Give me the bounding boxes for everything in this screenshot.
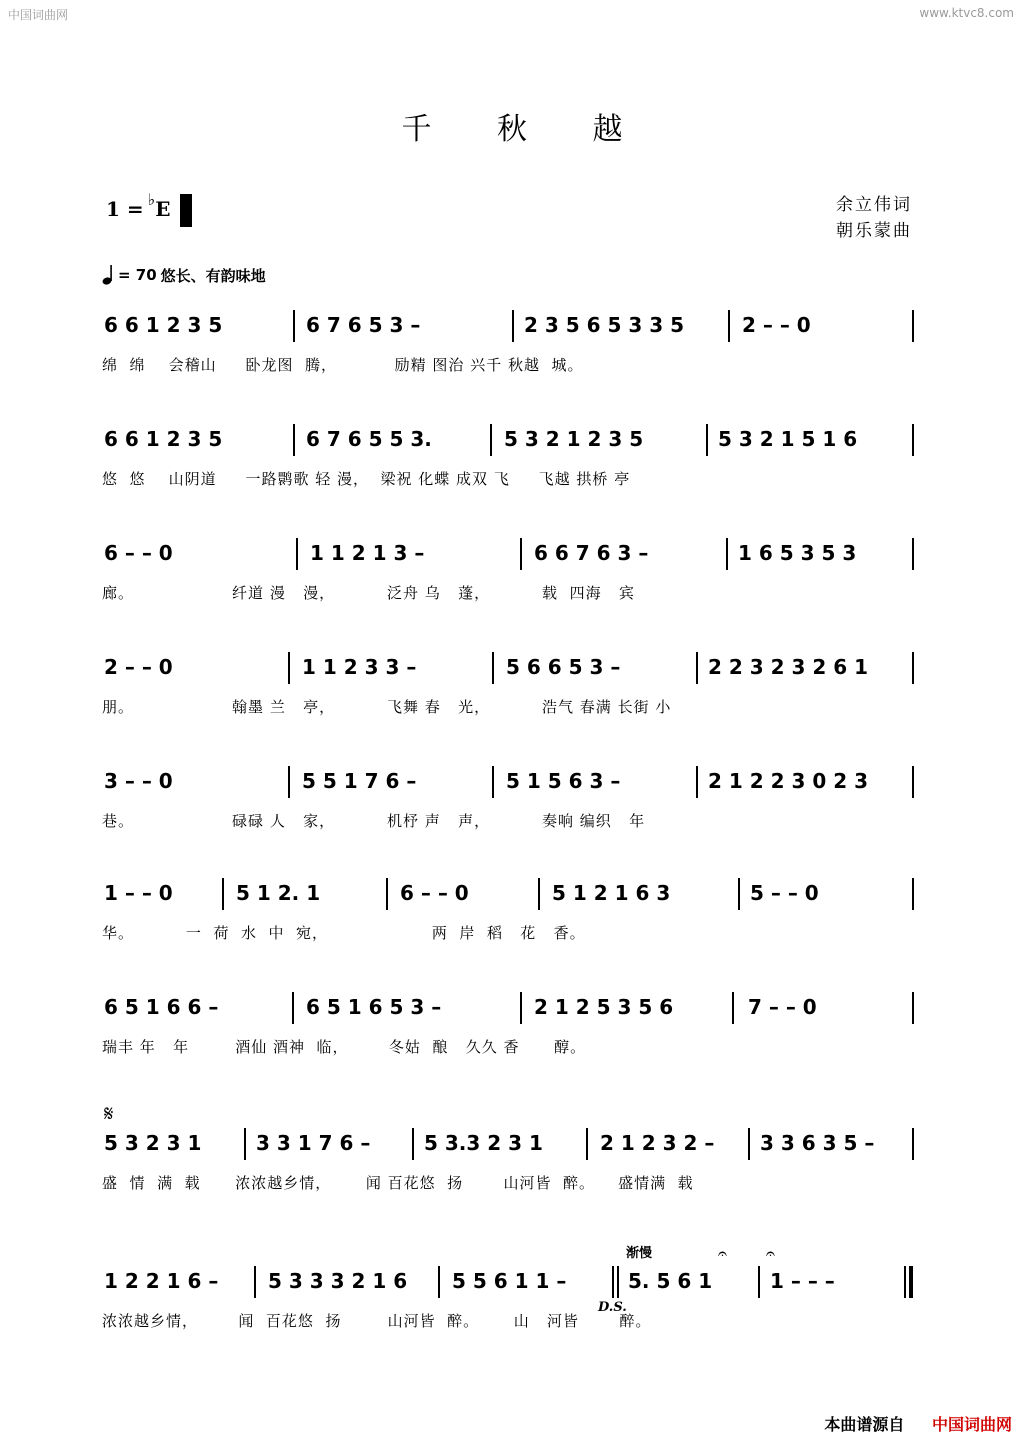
ritardando-marking: 渐慢 xyxy=(626,1246,653,1261)
barline xyxy=(254,1266,256,1298)
measure: 1 2 2 1 6 – xyxy=(104,1269,219,1293)
lyrics-line: 浓浓越乡情， 闻 百花悠 扬 山河皆 醉。 山 河皆 醉。 xyxy=(102,1312,652,1330)
barline xyxy=(438,1266,440,1298)
barline xyxy=(696,766,698,798)
barline xyxy=(912,310,914,342)
measure: 7 – – 0 xyxy=(748,995,817,1019)
barline xyxy=(293,424,295,456)
notes-line xyxy=(0,652,1024,682)
barline xyxy=(748,1128,750,1160)
repeat-barline xyxy=(612,1266,614,1298)
tempo-text: 悠长、有韵味地 xyxy=(160,266,266,285)
watermark-right: www.ktvc8.com xyxy=(919,6,1014,20)
measure: 5 6 6 5 3 – xyxy=(506,655,621,679)
measure: 3 3 6 3 5 – xyxy=(760,1131,875,1155)
barline xyxy=(728,310,730,342)
barline xyxy=(912,766,914,798)
measure: 3 3 1 7 6 – xyxy=(256,1131,371,1155)
measure: 2 2 3 2 3 2 6 1 xyxy=(708,655,869,679)
quarter-note-icon xyxy=(102,264,114,286)
footer-site[interactable]: 中国词曲网 xyxy=(931,1415,1012,1434)
measure: 1 1 2 3 3 – xyxy=(302,655,417,679)
fermata-icon: 𝄐 xyxy=(718,1244,727,1263)
measure: 6 6 7 6 3 – xyxy=(534,541,649,565)
barline xyxy=(222,878,224,910)
measure: 5. 5 6 1 xyxy=(628,1269,713,1293)
lyrics-line: 廊。 纤道 漫 漫， 泛舟 乌 蓬， 载 四海 宾 xyxy=(102,584,635,602)
measure: 5 3 2 3 1 xyxy=(104,1131,202,1155)
barline xyxy=(288,766,290,798)
flat-sign: ♭ xyxy=(147,189,156,209)
measure: 6 – – 0 xyxy=(400,881,469,905)
time-signature xyxy=(180,194,190,224)
measure: 5 – – 0 xyxy=(750,881,819,905)
measure: 5 1 2 1 6 3 xyxy=(552,881,671,905)
barline xyxy=(296,538,298,570)
barline xyxy=(738,878,740,910)
barline xyxy=(386,878,388,910)
barline xyxy=(912,878,914,910)
measure: 6 5 1 6 6 – xyxy=(104,995,219,1019)
barline xyxy=(412,1128,414,1160)
lyrics-line: 悠 悠 山阴道 一路鹮歌 轻 漫， 梁祝 化蝶 成双 飞 飞越 拱桥 亭 xyxy=(102,470,631,488)
measure: 6 7 6 5 5 3. xyxy=(306,427,432,451)
measure: 1 – – 0 xyxy=(104,881,173,905)
time-bar xyxy=(180,194,192,227)
notes-line xyxy=(0,766,1024,796)
notes-line xyxy=(0,1128,1024,1158)
measure: 1 – – – xyxy=(770,1269,835,1293)
measure: 5 1 5 6 3 – xyxy=(506,769,621,793)
barline xyxy=(758,1266,760,1298)
measure: 6 6 1 2 3 5 xyxy=(104,313,223,337)
watermark-left: 中国词曲网 xyxy=(8,8,69,22)
key-note: E xyxy=(155,197,171,221)
fermata-icon: 𝄐 xyxy=(766,1244,775,1263)
barline xyxy=(293,310,295,342)
measure: 6 – – 0 xyxy=(104,541,173,565)
barline xyxy=(512,310,514,342)
notes-line xyxy=(0,1266,1024,1296)
measure: 5 3.3 2 3 1 xyxy=(424,1131,543,1155)
measure: 1 1 2 1 3 – xyxy=(310,541,425,565)
lyrics-line: 朋。 翰墨 兰 亭， 飞舞 春 光， 浩气 春满 长街 小 xyxy=(102,698,672,716)
barline xyxy=(492,652,494,684)
barline xyxy=(244,1128,246,1160)
measure: 2 1 2 3 2 – xyxy=(600,1131,715,1155)
segno-sign: 𝄋 xyxy=(104,1102,114,1127)
measure: 2 1 2 2 3 0 2 3 xyxy=(708,769,869,793)
barline xyxy=(912,424,914,456)
barline xyxy=(520,538,522,570)
measure: 2 1 2 5 3 5 6 xyxy=(534,995,674,1019)
measure: 1 6 5 3 5 3 xyxy=(738,541,857,565)
barline xyxy=(912,992,914,1024)
barline xyxy=(538,878,540,910)
key-signature xyxy=(106,189,191,224)
barline xyxy=(696,652,698,684)
tempo-marking xyxy=(102,264,266,286)
notes-line xyxy=(0,310,1024,340)
notes-line xyxy=(0,878,1024,908)
barline xyxy=(288,652,290,684)
lyricist: 余立伟词 xyxy=(836,195,912,215)
notes-line xyxy=(0,538,1024,568)
barline xyxy=(706,424,708,456)
measure: 6 7 6 5 3 – xyxy=(306,313,421,337)
barline xyxy=(726,538,728,570)
barline xyxy=(292,992,294,1024)
measure: 6 6 1 2 3 5 xyxy=(104,427,223,451)
footer-source: 本曲谱源自 xyxy=(824,1415,905,1434)
lyrics-line: 瑞丰 年 年 酒仙 酒神 临， 冬姑 酿 久久 香 醇。 xyxy=(102,1038,587,1056)
measure: 2 – – 0 xyxy=(742,313,811,337)
barline xyxy=(520,992,522,1024)
final-barline xyxy=(904,1266,906,1298)
final-barline xyxy=(909,1266,913,1298)
measure: 5 3 2 1 2 3 5 xyxy=(504,427,644,451)
tempo-value: = 70 xyxy=(118,266,157,284)
lyrics-line: 绵 绵 会稽山 卧龙图 腾， 励精 图治 兴千 秋越 城。 xyxy=(102,356,584,374)
lyrics-line: 华。 一 荷 水 中 宛， 两 岸 稻 花 香。 xyxy=(102,924,586,942)
dal-segno-marking: D.S. xyxy=(598,1300,627,1315)
notes-line xyxy=(0,992,1024,1022)
measure: 2 3 5 6 5 3 3 5 xyxy=(524,313,685,337)
measure: 5 5 6 1 1 – xyxy=(452,1269,567,1293)
key-prefix: 1 = xyxy=(106,197,144,221)
barline xyxy=(732,992,734,1024)
barline xyxy=(912,652,914,684)
barline xyxy=(912,538,914,570)
measure: 2 – – 0 xyxy=(104,655,173,679)
measure: 6 5 1 6 5 3 – xyxy=(306,995,442,1019)
footer xyxy=(824,1412,1012,1435)
measure: 3 – – 0 xyxy=(104,769,173,793)
measure: 5 3 3 3 2 1 6 xyxy=(268,1269,408,1293)
barline xyxy=(912,1128,914,1160)
repeat-barline xyxy=(617,1266,619,1298)
composer: 朝乐蒙曲 xyxy=(836,221,912,241)
notes-line xyxy=(0,424,1024,454)
measure: 5 1 2. 1 xyxy=(236,881,321,905)
song-title: 千 秋 越 xyxy=(401,112,651,147)
barline xyxy=(586,1128,588,1160)
barline xyxy=(492,766,494,798)
barline xyxy=(490,424,492,456)
credits xyxy=(836,192,912,244)
lyrics-line: 盛 情 满 载 浓浓越乡情， 闻 百花悠 扬 山河皆 醉。 盛情满 载 xyxy=(102,1174,694,1192)
lyrics-line: 巷。 碌碌 人 家， 机杼 声 声， 奏响 编织 年 xyxy=(102,812,646,830)
measure: 5 5 1 7 6 – xyxy=(302,769,417,793)
measure: 5 3 2 1 5 1 6 xyxy=(718,427,858,451)
